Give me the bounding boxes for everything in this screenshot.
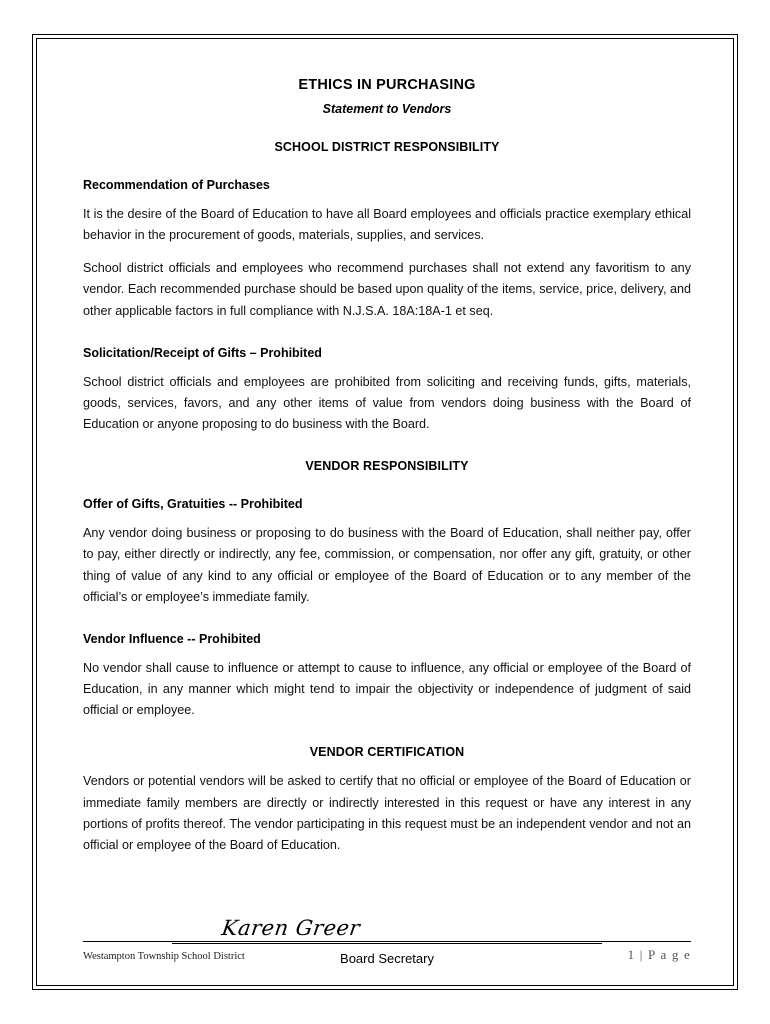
page-title: ETHICS IN PURCHASING: [298, 77, 476, 93]
paragraph: It is the desire of the Board of Education to have all Board employees and officials practice exemplary ethical behavior in the procurement of goods, materials, supplies, and services.: [83, 207, 691, 243]
subsection-heading-offer-of-gifts-gratuities: Offer of Gifts, Gratuities -- Prohibited: [83, 497, 303, 512]
signature-name: Karen Greer: [220, 915, 362, 940]
footer-page-number: 1 | P a g e: [627, 947, 691, 962]
section-heading-school-district-responsibility: SCHOOL DISTRICT RESPONSIBILITY: [274, 140, 500, 154]
paragraph: No vendor shall cause to influence or attempt to cause to influence, any official or employee of the Board of Education, in any manner which might tend to impair the objectivity or independence of judgment of said official or employee.: [83, 660, 691, 718]
signature-caption: Board Secretary: [340, 950, 434, 966]
paragraph: School district officials and employees are prohibited from soliciting and receiving funds, gifts, materials, goods, services, favors, and any other items of value from vendors doing business with the Board of Education or anyone proposing to do business with the Board.: [83, 374, 691, 432]
subsection-heading-recommendation-of-purchases: Recommendation of Purchases: [83, 178, 270, 192]
page-footer: [83, 941, 691, 963]
document-page: [32, 34, 738, 990]
footer-district-name: Westampton Township School District: [83, 951, 245, 962]
paragraph: Any vendor doing business or proposing to do business with the Board of Education, shall neither pay, offer to pay, either directly or indirectly, any fee, commission, or compensation, nor offer any gift, gratuity, or other thing of value of any kind to any official or employee of the Board of Education or to any member of the official’s or employee’s immediate family.: [83, 526, 691, 604]
signature-line-row: [172, 914, 602, 944]
footer-divider: [83, 941, 691, 942]
section-heading-vendor-responsibility: VENDOR RESPONSIBILITY: [305, 459, 469, 474]
paragraph: Vendors or potential vendors will be asked to certify that no official or employee of the Board of Education or immediate family members are directly or indirectly interested in this request or have any interest in any portions of profits thereof. The vendor participating in this request must be an independent vendor and not an official or employee of the Board of Education.: [83, 774, 691, 852]
document-content: [83, 77, 691, 975]
page-inner-border: [36, 38, 734, 986]
page-subtitle: Statement to Vendors: [322, 102, 452, 116]
section-heading-vendor-certification: VENDOR CERTIFICATION: [309, 745, 465, 760]
subsection-heading-solicitation-receipt-of-gifts: Solicitation/Receipt of Gifts – Prohibited: [83, 345, 322, 360]
paragraph: School district officials and employees who recommend purchases shall not extend any favoritism to any vendor. Each recommended purchase should be based upon quality of the items, service, price, delivery, and other applicable factors in full compliance with N.J.S.A. 18A:18A-1 et seq.: [83, 261, 691, 318]
subsection-heading-vendor-influence: Vendor Influence -- Prohibited: [83, 631, 261, 646]
